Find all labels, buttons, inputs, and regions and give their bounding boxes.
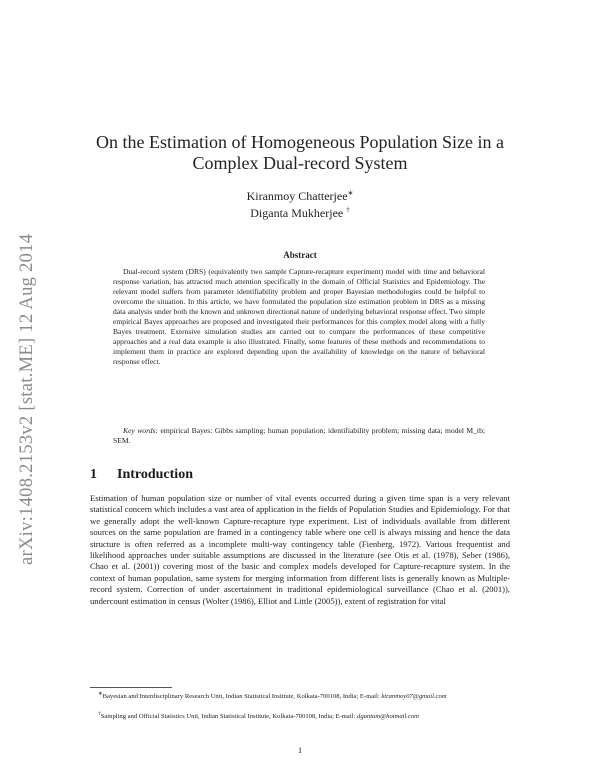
paper-title: On the Estimation of Homogeneous Population Size in a Complex Dual-record System [96, 132, 504, 173]
author-name: Kiranmoy Chatterjee [246, 189, 348, 203]
author-block [80, 186, 520, 220]
keywords-label: Key words: [123, 426, 159, 435]
footnote-email: dgantam@hotmail.com [357, 713, 419, 721]
footnote-mark: † [98, 711, 101, 717]
footnote-email: kiranmoy07@gmail.com [381, 693, 447, 701]
footnote-text: Sampling and Official Statistics Unit, Indian Statistical Institute, Kolkata-700108, India; E-mail: [100, 713, 358, 721]
footnote-rule [90, 687, 172, 688]
arxiv-identifier: arXiv:1408.2153v2 [stat.ME] 12 Aug 2014 [17, 233, 37, 565]
author-2 [80, 203, 520, 220]
footnote-mark: ∗ [98, 691, 103, 697]
footnote-2 [90, 710, 510, 722]
keywords [113, 426, 485, 446]
section-title: Introduction [117, 467, 193, 482]
author-footnote-mark: ∗ [347, 189, 354, 197]
footnote-text: Bayesian and Interdisciplinary Research Unit, Indian Statistical Institute, Kolkata-700108, India; E-mail: [102, 693, 382, 701]
section-number: 1 [90, 467, 97, 482]
abstract-text: Dual-record system (DRS) (equivalently two sample Capture-recapture experiment) model with time and behavioral response variation, has attracted much attention specifically in the domain of Official Statistics and Epidemiology. The relevant model suffers from parameter identifiability problem and proper Bayesian methodologies could be helpful to overcome the situation. In this article, we have formulated the population size estimation problem in DRS as a missing data analysis under both the known and unknown directional nature of underlying behavioral response effect. Two simple empirical Bayes approaches are proposed and investigated their performances for this complex model along with a fully Bayes treatment. Extensive simulation studies are carried out to compare the performances of these competitive approaches and a real data example is also illustrated. Finally, some features of these methods and recommendations to implement them in practice are explored depending upon the availability of knowledge on the nature of behavioral response effect. [113, 267, 485, 366]
keywords-text: empirical Bayes: Gibbs sampling; human population; identifiability problem; missing data; model M_tb; SEM. [113, 426, 485, 445]
abstract-heading: Abstract [283, 250, 317, 260]
author-footnote-mark: † [346, 206, 350, 214]
page-number: 1 [297, 745, 303, 755]
author-name: Diganta Mukherjee [250, 206, 344, 220]
author-1 [80, 186, 520, 203]
introduction-text: Estimation of human population size or number of vital events occurred during a given time span is a very relevant statistical concern which includes a vast area of application in the fields of Population Studies and Epidemiology. For that we generally adopt the well-known Capture-recapture type experiment. List of individuals available from different sources on the same population are framed in a contingency table where one cell is always missing and hence the data structure is often referred as a incomplete multi-way contingency table (Fienberg, 1972). Various frequentist and likelihood approaches under suitable assumptions are discussed in the literature (see Otis et al. (1978), Seber (1986), Chao et al. (2001)) covering most of the basic and complex models developed for Capture-recapture system. In the context of human population, same system for merging information from different lists is generally known as Multiple-record system. Correction of under ascertainment in traditional epidemiological surveillance (Chao et al. (2001)), undercount estimation in census (Wolter (1986), Elliot and Little (2005)), extent of registration for vital [90, 493, 510, 606]
section-heading [90, 467, 193, 483]
footnote-1 [90, 690, 510, 702]
